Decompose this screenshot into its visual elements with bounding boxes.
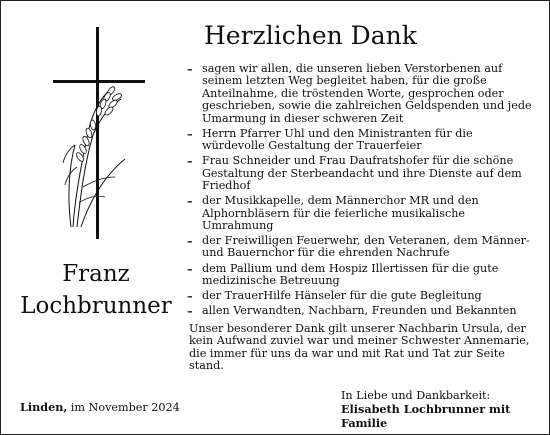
place-date [20, 400, 180, 414]
signature-name: Elisabeth Lochbrunner mit Familie [341, 402, 511, 430]
list-item [187, 155, 537, 192]
dash-bullet: – [187, 304, 193, 319]
list-item-text: der Freiwilligen Feuerwehr, den Veteranen, dem Männer- und Bauernchor für die ehrenden Nachrufe [202, 234, 530, 260]
list-item-text: Herrn Pfarrer Uhl und den Ministranten für die würdevolle Gestaltung der Trauerfeier [202, 126, 473, 153]
page-title: Herzlichen Dank [204, 21, 417, 50]
list-item-text: der TrauerHilfe Hänseler für die gute Begleitung [202, 289, 482, 303]
thanks-list [187, 63, 537, 320]
list-item-text: der Musikkapelle, dem Männerchor MR und den Alphornbläsern für die feierliche musikalische Umrahmung [202, 194, 479, 232]
list-item [187, 195, 537, 232]
cross-with-grass-icon [53, 27, 145, 239]
deceased-first-name: Franz [62, 261, 130, 287]
list-item [187, 290, 537, 302]
dash-bullet: – [187, 289, 193, 304]
date-text: im November 2024 [70, 401, 180, 414]
dash-bullet: – [187, 154, 193, 169]
list-item [187, 63, 537, 125]
list-item [187, 305, 537, 317]
list-item [187, 128, 537, 153]
list-item-text: allen Verwandten, Nachbarn, Freunden und Bekannten [202, 304, 517, 318]
list-item [187, 263, 537, 288]
dash-bullet: – [187, 62, 193, 76]
signature-intro: In Liebe und Dankbarkeit: [341, 389, 491, 402]
place-name: Linden, [20, 400, 68, 414]
dash-bullet: – [187, 234, 193, 249]
dash-bullet: – [187, 261, 193, 276]
list-item-text: dem Pallium und dem Hospiz Illertissen für die gute medizinische Betreuung [202, 261, 499, 287]
deceased-last-name: Lochbrunner [20, 293, 172, 319]
list-item-text: sagen wir allen, die unseren lieben Verstorbenen auf seinem letzten Weg begleitet haben, für die große Anteilnahme, die tröstenden Worte, gesprochen oder geschrieben, sowie die zahlreichen Geldspenden und jede Umarmung in dieser schweren Zeit [202, 62, 532, 125]
dash-bullet: – [187, 194, 193, 209]
list-item-text: Frau Schneider und Frau Daufratshofer für die schöne Gestaltung der Sterbeandacht und ihre Dienste auf dem Friedhof [202, 154, 522, 193]
closing-paragraph: Unser besonderer Dank gilt unserer Nachbarin Ursula, der kein Aufwand zuviel war und meiner Schwester Annemarie, die immer für uns da war und mit Rat und Tat zur Seite stand. [189, 322, 530, 373]
dash-bullet: – [187, 126, 193, 141]
list-item [187, 235, 537, 260]
